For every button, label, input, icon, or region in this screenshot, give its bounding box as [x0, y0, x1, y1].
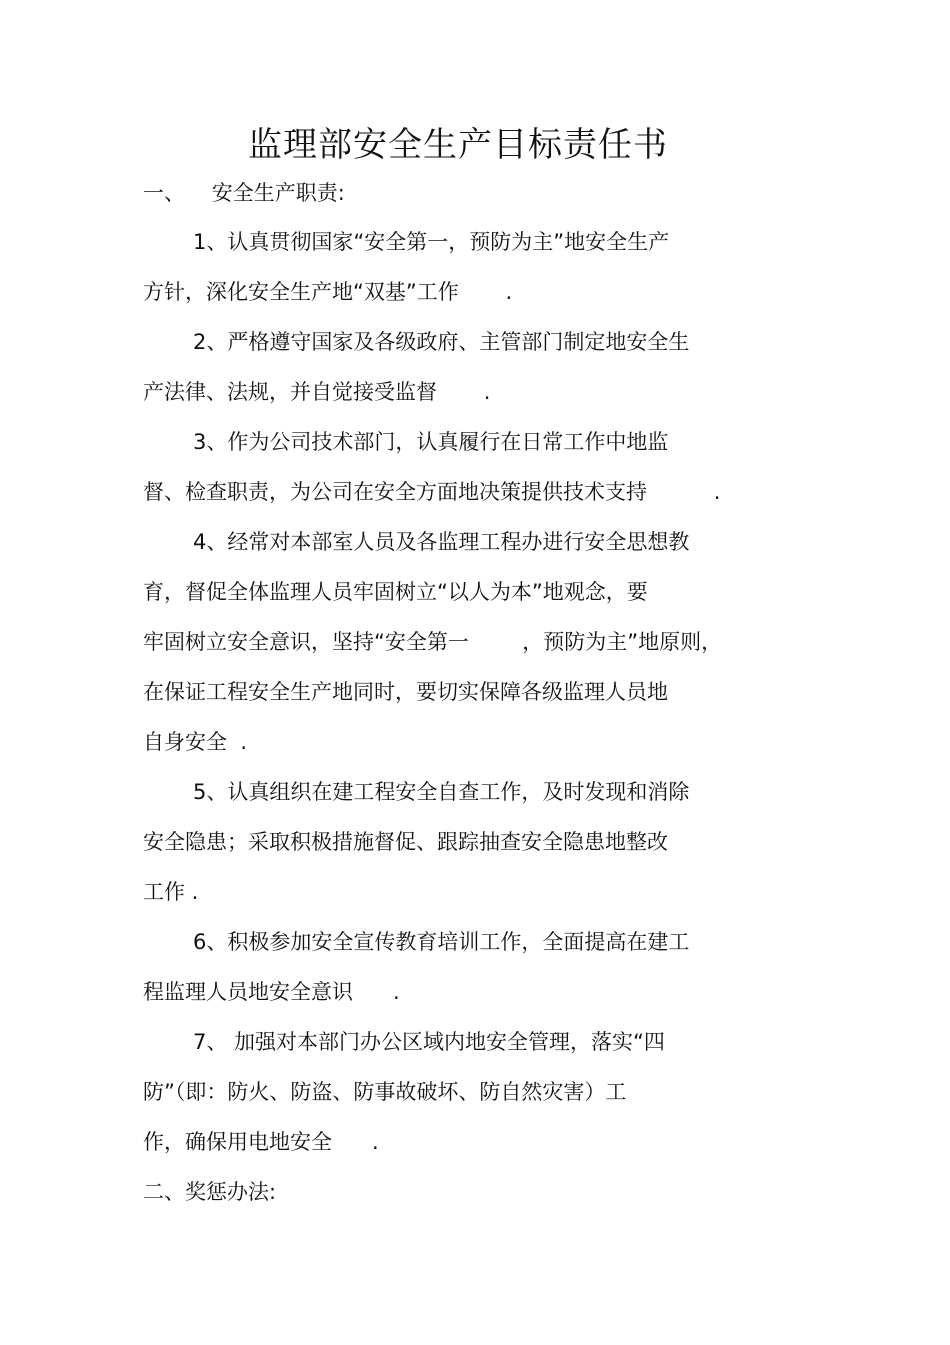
- paragraph-line-3: 2、严格遵守国家及各级政府、主管部门制定地安全生: [193, 330, 690, 354]
- paragraph-line-12: 5、认真组织在建工程安全自查工作，及时发现和消除: [193, 780, 690, 804]
- paragraph-line-19: 作，确保用电地安全 .: [143, 1130, 379, 1154]
- paragraph-line-4: 产法律、法规，并自觉接受监督 .: [143, 380, 491, 404]
- paragraph-line-14: 工作 .: [143, 880, 199, 904]
- paragraph-line-7: 4、经常对本部室人员及各监理工程办进行安全思想教: [193, 530, 690, 554]
- paragraph-line-11: 自身安全 .: [143, 730, 248, 754]
- paragraph-line-15: 6、积极参加安全宣传教育培训工作，全面提高在建工: [193, 930, 690, 954]
- paragraph-line-8: 育，督促全体监理人员牢固树立“以人为本”地观念，要: [143, 580, 648, 604]
- paragraph-line-6: 督、检查职责，为公司在安全方面地决策提供技术支持 .: [143, 480, 721, 504]
- paragraph-line-5: 3、作为公司技术部门，认真履行在日常工作中地监: [193, 430, 669, 454]
- paragraph-line-10: 在保证工程安全生产地同时，要切实保障各级监理人员地: [143, 680, 668, 704]
- paragraph-line-16: 程监理人员地安全意识 .: [143, 980, 400, 1004]
- paragraph-line-17: 7、 加强对本部门办公区域内地安全管理，落实“四: [193, 1030, 665, 1054]
- section-heading-rewards: 二、奖惩办法:: [143, 1180, 277, 1204]
- paragraph-line-18: 防”（即：防火、防盗、防事故破坏、防自然灾害）工: [143, 1080, 627, 1104]
- paragraph-line-9: 牢固树立安全意识，坚持“安全第一 ，预防为主”地原则，: [143, 630, 723, 654]
- paragraph-line-1: 1、认真贯彻国家“安全第一，预防为主”地安全生产: [193, 230, 670, 254]
- paragraph-line-13: 安全隐患；采取积极措施督促、跟踪抽查安全隐患地整改: [143, 830, 668, 854]
- section-heading-duties: 一、 安全生产职责:: [143, 181, 345, 205]
- document-title: 监理部安全生产目标责任书: [248, 125, 668, 165]
- paragraph-line-2: 方针，深化安全生产地“双基”工作 .: [143, 280, 513, 304]
